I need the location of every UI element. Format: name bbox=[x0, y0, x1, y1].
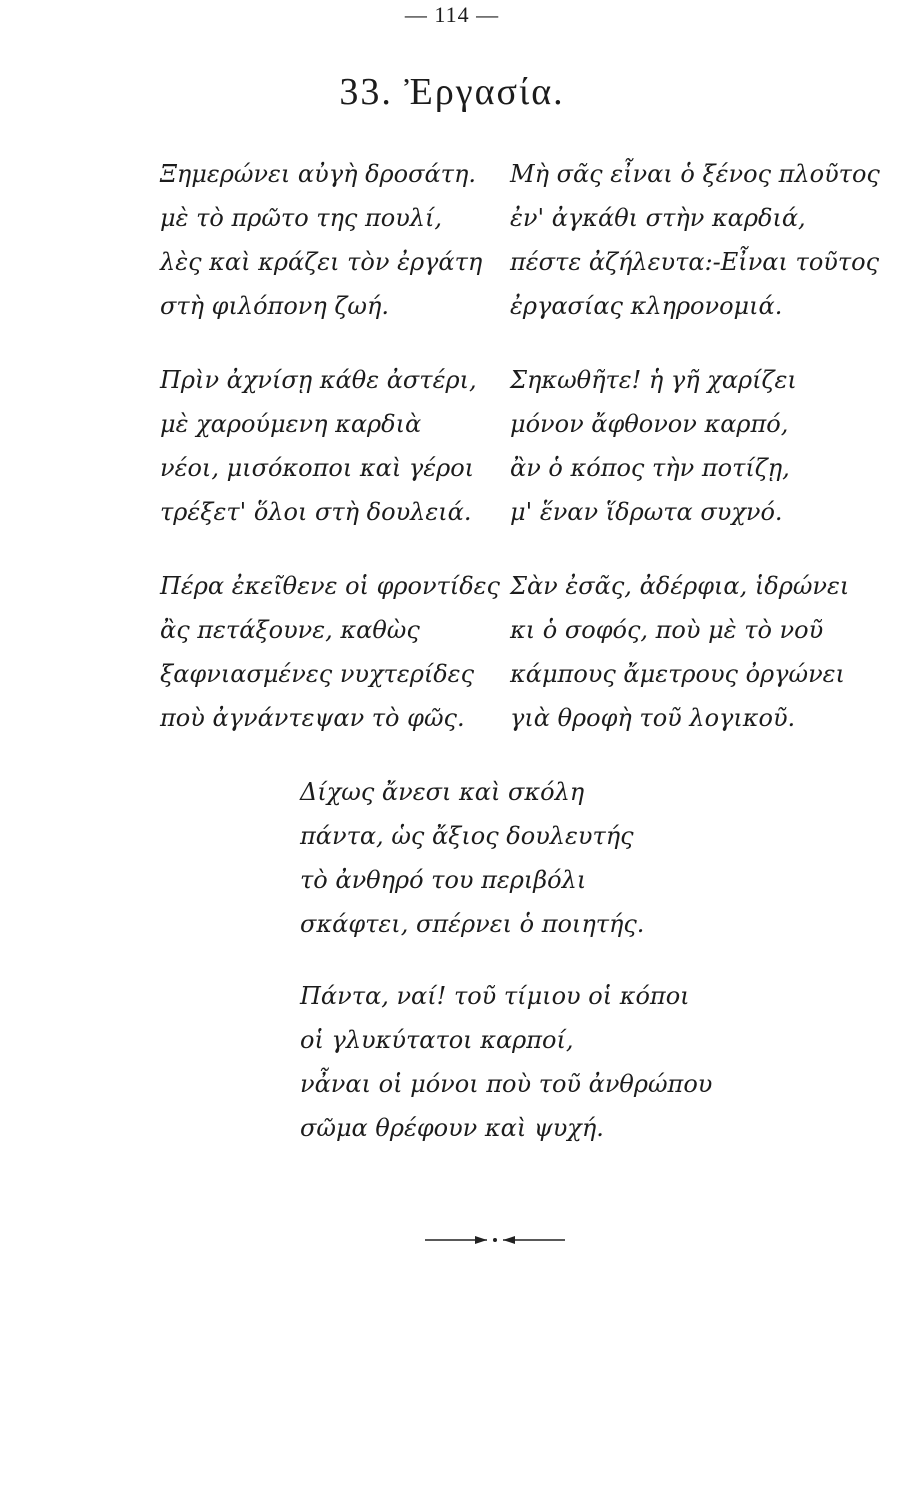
verse-line: γιὰ θροφὴ τοῦ λογικοῦ. bbox=[510, 704, 796, 732]
verse-line: μ' ἕναν ἵδρωτα συχνό. bbox=[510, 498, 783, 526]
verse-line: Σὰν ἐσᾶς, ἀδέρφια, ἱδρώνει bbox=[510, 572, 850, 600]
verse-line: στὴ φιλόπονη ζωή. bbox=[160, 292, 389, 320]
stanza-1 bbox=[160, 152, 482, 328]
page-number: — 114 — bbox=[404, 2, 500, 27]
verse-line: πάντα, ὡς ἄξιος δουλευτής bbox=[300, 822, 634, 850]
verse-line: Πάντα, ναί! τοῦ τίμιου οἱ κόποι bbox=[300, 982, 690, 1010]
poem-title: 33. Ἐργασία. bbox=[339, 71, 565, 113]
verse-line: οἱ γλυκύτατοι καρποί, bbox=[300, 1026, 574, 1054]
verse-line: κάμπους ἄμετρους ὀργώνει bbox=[510, 660, 845, 688]
verse-line: νἆναι οἱ μόνοι ποὺ τοῦ ἀνθρώπου bbox=[300, 1070, 713, 1098]
verse-line: Μὴ σᾶς εἶναι ὁ ξένος πλοῦτος bbox=[510, 160, 880, 188]
verse-line: μὲ χαρούμενη καρδιὰ bbox=[160, 410, 422, 438]
verse-line: πέστε ἀζήλευτα:-Εἶναι τοῦτος bbox=[510, 248, 880, 276]
verse-line: ἂν ὁ κόπος τὴν ποτίζῃ, bbox=[510, 454, 790, 482]
stanza-4 bbox=[510, 152, 880, 328]
verse-line: Πρὶν ἀχνίσῃ κάθε ἀστέρι, bbox=[160, 366, 477, 394]
verse-line: μὲ τὸ πρῶτο της πουλί, bbox=[160, 204, 443, 232]
verse-line: ποὺ ἀγνάντεψαν τὸ φῶς. bbox=[160, 704, 465, 732]
verse-line: σῶμα θρέφουν καὶ ψυχή. bbox=[300, 1114, 604, 1142]
verse-line: τρέξετ' ὅλοι στὴ δουλειά. bbox=[160, 498, 472, 526]
verse-line: λὲς καὶ κράζει τὸν ἐργάτη bbox=[160, 248, 483, 276]
verse-line: ξαφνιασμένες νυχτερίδες bbox=[160, 660, 475, 688]
verse-line: ἂς πετάξουνε, καθὼς bbox=[160, 616, 420, 644]
stanza-3 bbox=[160, 564, 500, 740]
verse-line: τὸ ἀνθηρό του περιβόλι bbox=[300, 866, 587, 894]
verse-line: ἐργασίας κληρονομιά. bbox=[510, 292, 783, 320]
verse-line: νέοι, μισόκοποι καὶ γέροι bbox=[160, 454, 475, 482]
stanza-6 bbox=[510, 564, 849, 740]
stanza-8 bbox=[300, 974, 712, 1150]
verse-line: Δίχως ἄνεσι καὶ σκόλη bbox=[300, 778, 585, 806]
verse-line: Πέρα ἐκεῖθενε οἱ φροντίδες bbox=[160, 572, 500, 600]
verse-line: Ξημερώνει αὐγὴ δροσάτη. bbox=[160, 160, 476, 188]
end-ornament-icon bbox=[425, 1230, 565, 1250]
stanza-5 bbox=[510, 358, 797, 534]
verse-line: Σηκωθῆτε! ἡ γῆ χαρίζει bbox=[510, 366, 797, 394]
stanza-7 bbox=[300, 770, 644, 946]
verse-line: ἐν' ἀγκάθι στὴν καρδιά, bbox=[510, 204, 806, 232]
verse-line: κι ὁ σοφός, ποὺ μὲ τὸ νοῦ bbox=[510, 616, 824, 644]
verse-line: μόνον ἄφθονον καρπό, bbox=[510, 410, 789, 438]
verse-line: σκάφτει, σπέρνει ὁ ποιητής. bbox=[300, 910, 645, 938]
stanza-2 bbox=[160, 358, 477, 534]
